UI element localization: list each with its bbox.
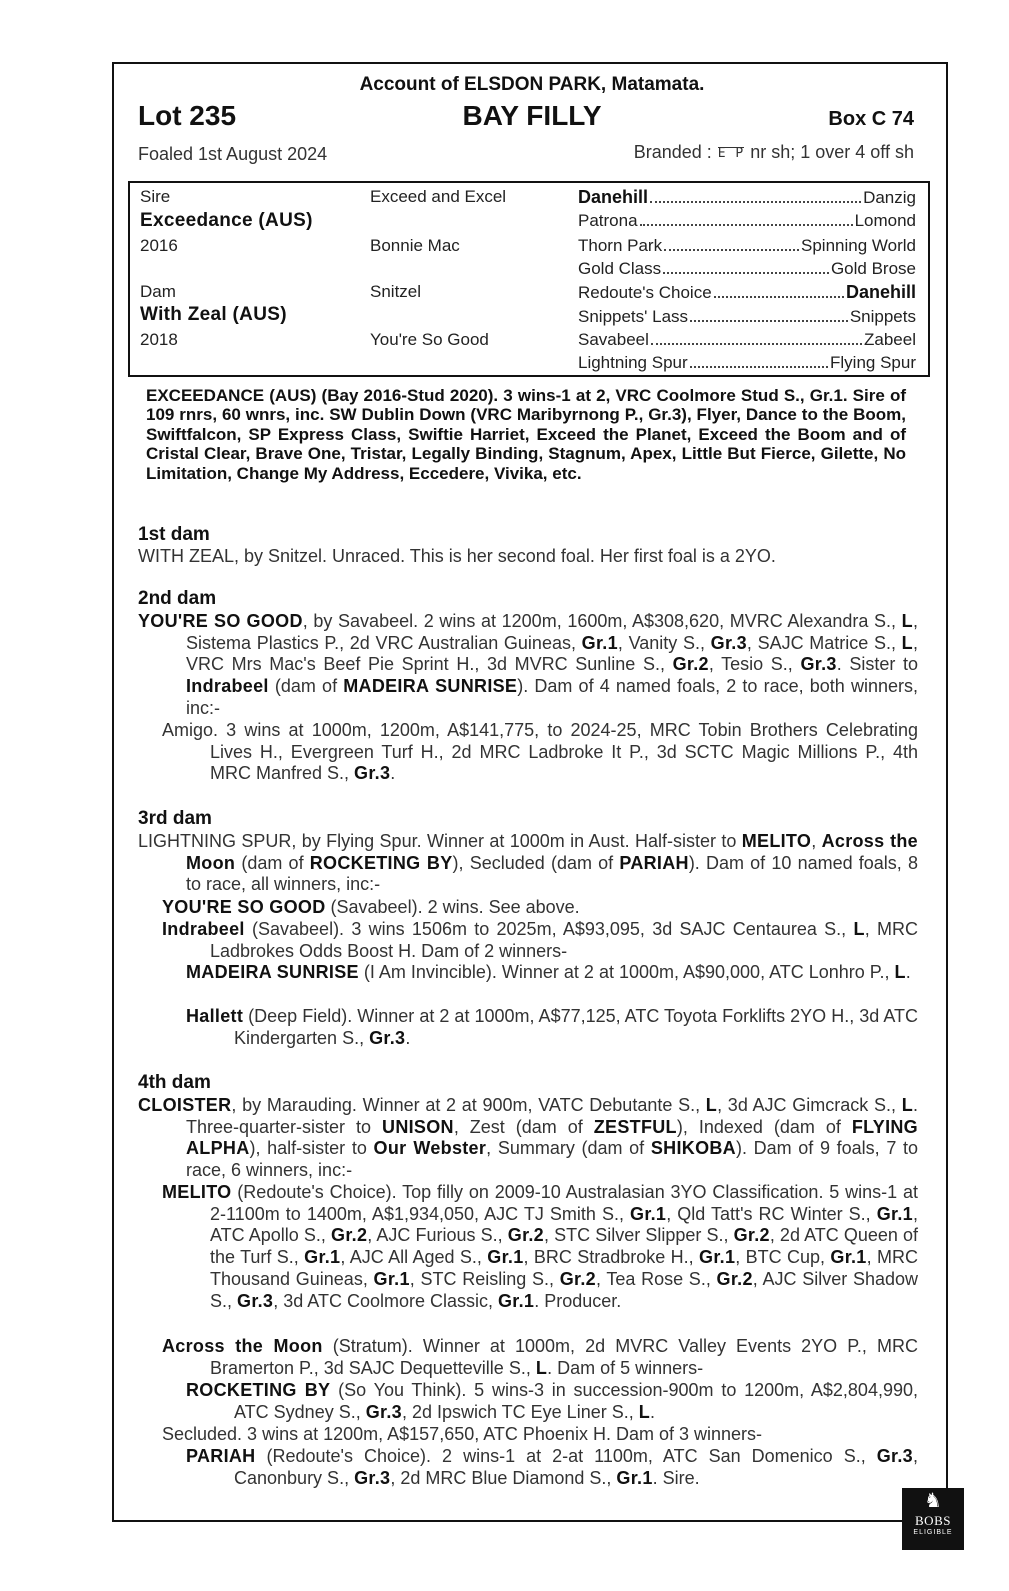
bold-run: Gr.3 (800, 654, 837, 675)
bold-run: L (705, 1095, 718, 1115)
bold-run: Gr.1 (830, 1247, 867, 1268)
third-dam-foal-2: Indrabeel (Savabeel). 3 wins 1506m to 2025m, A$93,095, 3d SAJC Centaurea S., L, MRC Ladbrokes Odds Boost H. Dam of 2 winners- (162, 919, 919, 961)
lot-number: Lot 235 (138, 100, 237, 131)
bold-run: ROCKETING BY (186, 1380, 331, 1400)
pedigree-gen4-ancestor: Zabeel (864, 330, 916, 349)
bold-run: Gr.2 (507, 1225, 544, 1246)
bold-run: Gr.2 (559, 1268, 596, 1289)
catalogue-page-frame (112, 62, 948, 1522)
third-dam-title: 3rd dam (138, 808, 212, 829)
dotted-leader (664, 249, 799, 251)
pedigree-gen4-ancestor: Danehill (845, 282, 916, 302)
bold-run: ZESTFUL (593, 1116, 677, 1137)
pedigree-gen4-ancestor: Snippets (849, 307, 916, 326)
fourth-dam-foal-1: MELITO (Redoute's Choice). Top filly on 2009-10 Australasian 3YO Classification. 5 wins-1 at 2-1100m to 1400m, A$1,934,050, AJC TJ Smith S., Gr.1, Qld Tatt's RC Winter S., Gr.1, ATC Apollo S., Gr.2, AJC Furious S., Gr.2, STC Silver Slipper S., Gr.2, 2d ATC Queen of the Turf S., Gr.1, AJC All Aged S., Gr.1, BRC Stradbroke H., Gr.1, BTC Cup, Gr.1, MRC Thousand Guineas, Gr.1, STC Reisling S., Gr.2, Tea Rose S., Gr.2, AJC Silver Shadow S., Gr.3, 3d ATC Coolmore Classic, Gr.1. Producer. (162, 1182, 919, 1311)
third-dam-foal-4: Hallett (Deep Field). Winner at 2 at 1000m, A$77,125, ATC Toyota Forklifts 2YO H., 3d ATC Kindergarten S., Gr.3. (186, 1006, 918, 1048)
bold-run: Gr.2 (716, 1268, 753, 1289)
pedigree-gen3-ancestor: Thorn Park (578, 236, 663, 255)
sire-summary: EXCEEDANCE (AUS) (Bay 2016-Stud 2020). 3 wins-1 at 2, VRC Coolmore Stud S., Gr.1. Sire of 109 rnrs, 60 wnrs, inc. SW Dublin Down (VRC Maribyrnong P., Gr.3), Flyer, Dance to the Boom, Swiftfalcon, SP Express Class, Swiftie Harriet, Exceed the Planet, Exceed the Boom and of Cristal Clear, Brave One, Tristar, Legally Binding, Stagnum, Apex, Little But Fierce, Gilette, No Limitation, Change My Address, Eccedere, Vivika, etc. (146, 386, 906, 483)
bold-run: Indrabeel (162, 919, 245, 939)
bold-run: L (901, 632, 913, 653)
pedigree-gen3-row (578, 187, 916, 208)
bold-run: Gr.1 (498, 1290, 535, 1311)
logo-line-2: ELIGIBLE (913, 1529, 953, 1536)
bold-run: PARIAH (619, 852, 689, 873)
second-dam-title: 2nd dam (138, 588, 217, 609)
bold-run: Gr.2 (331, 1225, 368, 1246)
bold-run: Indrabeel (186, 676, 269, 697)
third-dam-text: LIGHTNING SPUR, by Flying Spur. Winner at 1000m in Aust. Half-sister to MELITO, Across the Moon (dam of ROCKETING BY), Secluded (dam of PARIAH). Dam of 10 named foals, 8 to race, all winners, inc:- (138, 831, 918, 895)
sire-year: 2016 (140, 236, 178, 255)
pedigree-gen3-ancestor: Snippets' Lass (578, 307, 689, 326)
pedigree-gen4-ancestor: Gold Brose (830, 259, 916, 278)
bold-run: Across the Moon (186, 831, 918, 873)
bold-run: MELITO (741, 831, 812, 851)
bold-run: FLYING ALPHA (186, 1116, 918, 1159)
first-dam-text: WITH ZEAL, by Snitzel. Unraced. This is her second foal. Her first foal is a 2YO. (138, 546, 776, 566)
foaled-date: Foaled 1st August 2024 (138, 144, 328, 164)
box-number: Box C 74 (828, 108, 914, 130)
branded-info (634, 142, 914, 163)
bold-run: MADEIRA SUNRISE (343, 676, 518, 697)
dotted-leader (690, 366, 828, 368)
second-dam-text: YOU'RE SO GOOD, by Savabeel. 2 wins at 1200m, 1600m, A$308,620, MVRC Alexandra S., L, Sistema Plastics P., 2d VRC Australian Guineas, Gr.1, Vanity S., Gr.3, SAJC Matrice S., L, VRC Mrs Mac's Beef Pie Sprint H., 3d MVRC Sunline S., Gr.2, Tesio S., Gr.3. Sister to Indrabeel (dam of MADEIRA SUNRISE). Dam of 4 named foals, 2 to race, both winners, inc:- (138, 611, 918, 718)
bobs-eligible-logo (902, 1488, 964, 1550)
bold-run: CLOISTER (138, 1095, 232, 1115)
third-dam-foal-3: MADEIRA SUNRISE (I Am Invincible). Winner at 2 at 1000m, A$90,000, ATC Lonhro P., L. (186, 962, 911, 982)
bold-run: Gr.1 (373, 1268, 410, 1289)
dotted-leader (650, 201, 861, 203)
bold-run: L (535, 1357, 548, 1378)
brand-mark-icon: E P (717, 146, 745, 161)
dam-name: With Zeal (AUS) (140, 304, 287, 325)
bold-run: YOU'RE SO GOOD (162, 897, 326, 917)
fourth-dam-foal-2: Across the Moon (Stratum). Winner at 1000m, 2d MVRC Valley Events 2YO P., MRC Bramerton P., 3d SAJC Dequetteville S., L. Dam of 5 winners- (162, 1336, 918, 1378)
vendor-account: Account of ELSDON PARK, Matamata. (359, 74, 705, 95)
logo-line-1: BOBS (915, 1513, 951, 1528)
bold-run: PARIAH (186, 1446, 256, 1466)
bold-run: Gr.3 (237, 1290, 274, 1311)
bold-run: L (853, 919, 865, 939)
second-dam-foal: Amigo. 3 wins at 1000m, 1200m, A$141,775, to 2024-25, MRC Tobin Brothers Celebrating Lives H., Evergreen Turf H., 2d MRC Ladbroke It P., 3d SCTC Magic Millions P., 4th MRC Manfred S., Gr.3. (162, 720, 918, 784)
dotted-leader (663, 272, 829, 274)
third-dam-foal-1: YOU'RE SO GOOD (Savabeel). 2 wins. See above. (162, 897, 580, 917)
bold-run: Gr.1 (616, 1467, 653, 1488)
dotted-leader (714, 296, 844, 298)
dam-year: 2018 (140, 330, 178, 349)
bold-run: Gr.1 (581, 632, 618, 653)
bold-run: Gr.1 (630, 1203, 667, 1224)
bold-run: SHIKOBA (650, 1138, 736, 1159)
pedigree-gen2-3: Snitzel (370, 282, 422, 301)
fourth-dam-text: CLOISTER, by Marauding. Winner at 2 at 900m, VATC Debutante S., L, 3d AJC Gimcrack S., L. Three-quarter-sister to UNISON, Zest (dam of ZESTFUL), Indexed (dam of FLYING ALPHA), half-sister to Our Webster, Summary (dam of SHIKOBA). Dam of 9 foals, 7 to race, 6 winners, inc:- (138, 1095, 919, 1181)
bold-run: L (901, 1095, 913, 1115)
pedigree-gen3-row (578, 330, 916, 350)
fourth-dam-foal-3: ROCKETING BY (So You Think). 5 wins-3 in succession-900m to 1200m, A$2,804,990, ATC Sydney S., Gr.3, 2d Ipswich TC Eye Liner S., L. (186, 1380, 918, 1422)
pedigree-gen2-4: You're So Good (370, 330, 489, 349)
bold-run: Gr.3 (369, 1027, 406, 1048)
bold-run: Gr.3 (876, 1446, 913, 1466)
horse-icon: ♞ (924, 1490, 942, 1512)
pedigree-gen3-ancestor: Redoute's Choice (578, 283, 712, 302)
bold-run: Gr.1 (304, 1247, 341, 1268)
pedigree-gen4-ancestor: Lomond (854, 211, 916, 230)
pedigree-gen3-ancestor: Patrona (578, 211, 638, 230)
bold-run: Gr.3 (710, 632, 747, 653)
bold-run: Gr.2 (733, 1225, 770, 1246)
pedigree-gen2-2: Bonnie Mac (370, 236, 460, 255)
fourth-dam-foal-4: Secluded. 3 wins at 1200m, A$157,650, ATC Phoenix H. Dam of 3 winners- (162, 1424, 762, 1444)
bold-run: Across the Moon (162, 1336, 323, 1356)
dam-label: Dam (140, 282, 176, 301)
bold-run: Gr.3 (365, 1401, 402, 1422)
branded-suffix: nr sh; 1 over 4 off sh (750, 142, 914, 162)
pedigree-gen4-ancestor: Spinning World (801, 236, 916, 255)
bold-run: Gr.2 (672, 654, 709, 675)
pedigree-gen3-ancestor: Lightning Spur (578, 353, 688, 372)
bold-run: Gr.1 (487, 1247, 524, 1268)
pedigree-gen3-ancestor: Gold Class (578, 259, 662, 278)
bold-run: Our Webster (373, 1138, 487, 1159)
first-dam-title: 1st dam (138, 524, 210, 545)
pedigree-gen3-ancestor: Savabeel (578, 330, 649, 349)
bold-run: YOU'RE SO GOOD (138, 611, 303, 631)
bold-run: Gr.1 (876, 1203, 913, 1224)
pedigree-gen3-row (578, 211, 916, 231)
dotted-leader (690, 320, 848, 322)
fourth-dam-title: 4th dam (138, 1072, 211, 1093)
bold-run: L (638, 1401, 651, 1422)
pedigree-gen4-ancestor: Danzig (863, 188, 916, 207)
bold-run: Hallett (186, 1006, 244, 1026)
dotted-leader (651, 343, 862, 345)
dotted-leader (640, 224, 853, 226)
sire-name: Exceedance (AUS) (140, 210, 313, 231)
horse-description: BAY FILLY (462, 100, 602, 131)
bold-run: Gr.1 (699, 1247, 736, 1268)
bold-run: ROCKETING BY (309, 852, 453, 873)
branded-prefix: Branded : (633, 142, 712, 162)
pedigree-gen3-row (578, 236, 916, 256)
pedigree-gen4-ancestor: Flying Spur (830, 353, 916, 372)
bold-run: MELITO (162, 1182, 232, 1202)
bold-run: Gr.3 (354, 763, 391, 784)
sire-label: Sire (140, 187, 171, 206)
pedigree-gen2-1: Exceed and Excel (370, 187, 507, 206)
pedigree-gen3-row (578, 259, 916, 279)
bold-run: MADEIRA SUNRISE (186, 962, 359, 982)
bold-run: L (901, 611, 913, 631)
pedigree-table (128, 181, 930, 377)
pedigree-gen3-ancestor: Danehill (578, 187, 649, 207)
pedigree-gen3-row (578, 353, 916, 373)
pedigree-gen3-row (578, 282, 916, 303)
pedigree-gen3-row (578, 307, 916, 327)
bold-run: UNISON (382, 1116, 454, 1137)
fourth-dam-foal-5: PARIAH (Redoute's Choice). 2 wins-1 at 2-at 1100m, ATC San Domenico S., Gr.3, Canonbury S., Gr.3, 2d MRC Blue Diamond S., Gr.1. Sire. (186, 1446, 918, 1488)
bold-run: L (894, 962, 906, 982)
bold-run: Gr.3 (354, 1467, 391, 1488)
